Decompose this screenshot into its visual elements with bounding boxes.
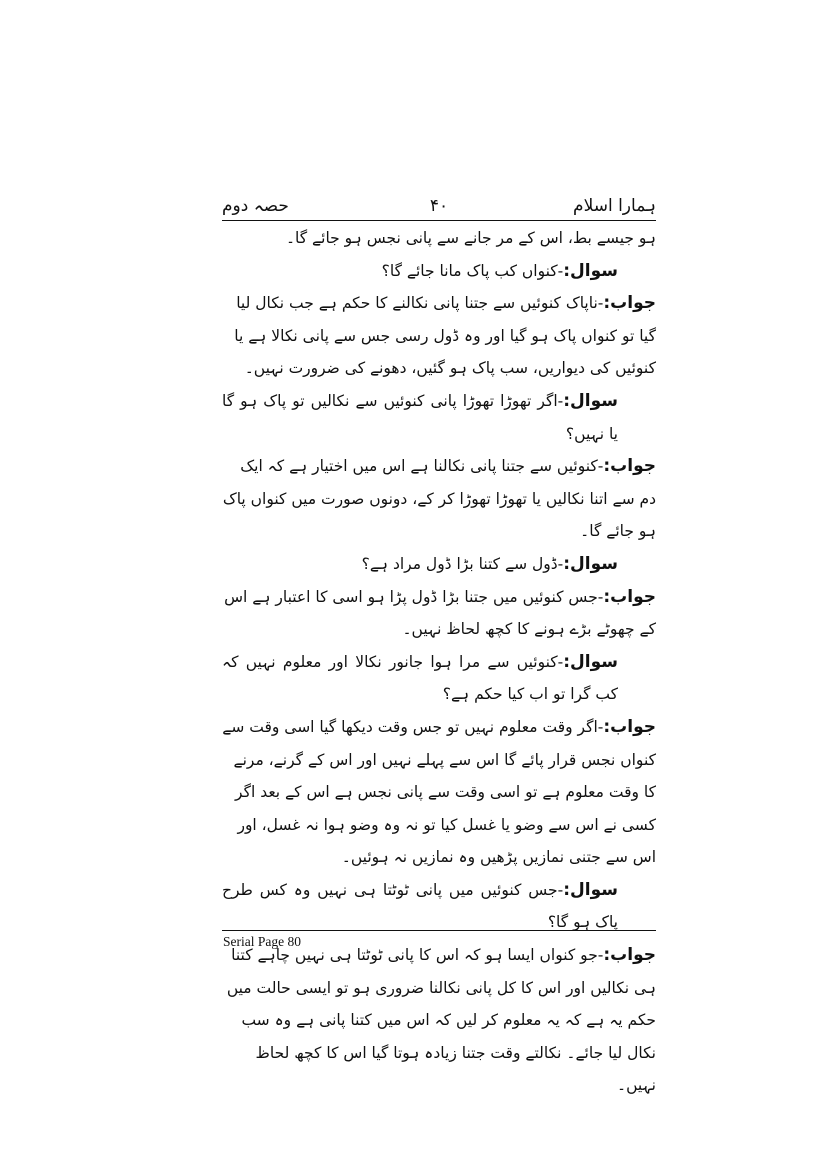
footer-rule: [222, 930, 656, 931]
question-paragraph: [222, 646, 656, 711]
paragraph-continuation: [222, 222, 656, 255]
serial-page-label: Serial Page: [223, 934, 285, 949]
header-rule: [222, 220, 656, 221]
answer-label: جواب:: [603, 293, 656, 314]
part-label: حصہ دوم: [222, 196, 289, 216]
page-footer: [223, 933, 301, 951]
serial-page-number: 80: [287, 934, 301, 949]
answer-paragraph: [222, 287, 656, 385]
answer-text: -اگر وقت معلوم نہیں تو جس وقت دیکھا گیا اسی وقت سے کنواں نجس قرار پائے گا اس سے پہلے نہیں اور اس کے گرنے، مرنے کا وقت معلوم ہے تو اسی وقت سے پانی نجس ہے اس کے بعد اگر کسی نے اس سے وضو یا غسل کیا تو نہ وہ وضو ہوا نہ غسل، اور اس سے جتنی نمازیں پڑھیں وہ نمازیں نہ ہوئیں۔: [222, 717, 656, 867]
question-text: -ڈول سے کتنا بڑا ڈول مراد ہے؟: [361, 554, 564, 573]
question-text: -کنواں کب پاک مانا جائے گا؟: [381, 261, 564, 280]
answer-text: -کنوئیں سے جتنا پانی نکالنا ہے اس میں اختیار ہے کہ ایک دم سے اتنا نکالیں یا تھوڑا تھوڑا کر کے، دونوں صورت میں کنواں پاک ہو جائے گا۔: [222, 457, 656, 541]
question-label: سوال:: [563, 390, 618, 411]
body-text: [222, 222, 656, 1102]
answer-paragraph: [222, 581, 656, 646]
book-title: ہمارا اسلام: [573, 196, 656, 216]
answer-text: -ناپاک کنوئیں سے جتنا پانی نکالنے کا حکم ہے جب نکال لیا گیا تو کنواں پاک ہو گیا اور وہ ڈول رسی جس سے پانی نکالا ہے یا کنوئیں کی دیواریں، سب پاک ہو گئیں، دھونے کی ضرورت نہیں۔: [234, 294, 656, 378]
question-text: -اگر تھوڑا تھوڑا پانی کنوئیں سے نکالیں تو پاک ہو گا یا نہیں؟: [222, 391, 618, 443]
paragraph-text: ہو جیسے بط، اس کے مر جانے سے پانی نجس ہو جائے گا۔: [285, 229, 656, 247]
answer-paragraph: [222, 939, 656, 1102]
answer-label: جواب:: [603, 456, 656, 477]
question-label: سوال:: [563, 879, 618, 900]
question-paragraph: [222, 255, 656, 288]
question-label: سوال:: [563, 651, 618, 672]
question-label: سوال:: [563, 553, 618, 574]
question-label: سوال:: [563, 260, 618, 281]
answer-paragraph: [222, 711, 656, 874]
page-header: [222, 193, 656, 219]
question-paragraph: [222, 385, 656, 450]
answer-text: -جو کنواں ایسا ہو کہ اس کا پانی ٹوٹتا ہی نہیں چاہے کتنا ہی نکالیں اور اس کا کل پانی نکالنا ضروری ہو تو ایسی حالت میں حکم یہ ہے کہ یہ معلوم کر لیں کہ اس میں کتنا پانی ہے وہ سب نکال لیا جائے۔ نکالتے وقت جتنا زیادہ ہوتا گیا اس کا کچھ لحاظ نہیں۔: [226, 946, 656, 1095]
answer-text: -جس کنوئیں میں جتنا بڑا ڈول پڑا ہو اسی کا اعتبار ہے اس کے چھوٹے بڑے ہونے کا کچھ لحاظ نہیں۔: [224, 587, 656, 639]
page-number: ۴۰: [429, 196, 449, 216]
answer-label: جواب:: [603, 716, 656, 737]
answer-label: جواب:: [603, 586, 656, 607]
answer-label: جواب:: [603, 945, 656, 966]
question-text: -کنوئیں سے مرا ہوا جانور نکالا اور معلوم نہیں کہ کب گرا تو اب کیا حکم ہے؟: [222, 652, 618, 704]
question-text: -جس کنوئیں میں پانی ٹوٹتا ہی نہیں وہ کس طرح پاک ہو گا؟: [222, 880, 618, 932]
answer-paragraph: [222, 450, 656, 548]
question-paragraph: [222, 548, 656, 581]
